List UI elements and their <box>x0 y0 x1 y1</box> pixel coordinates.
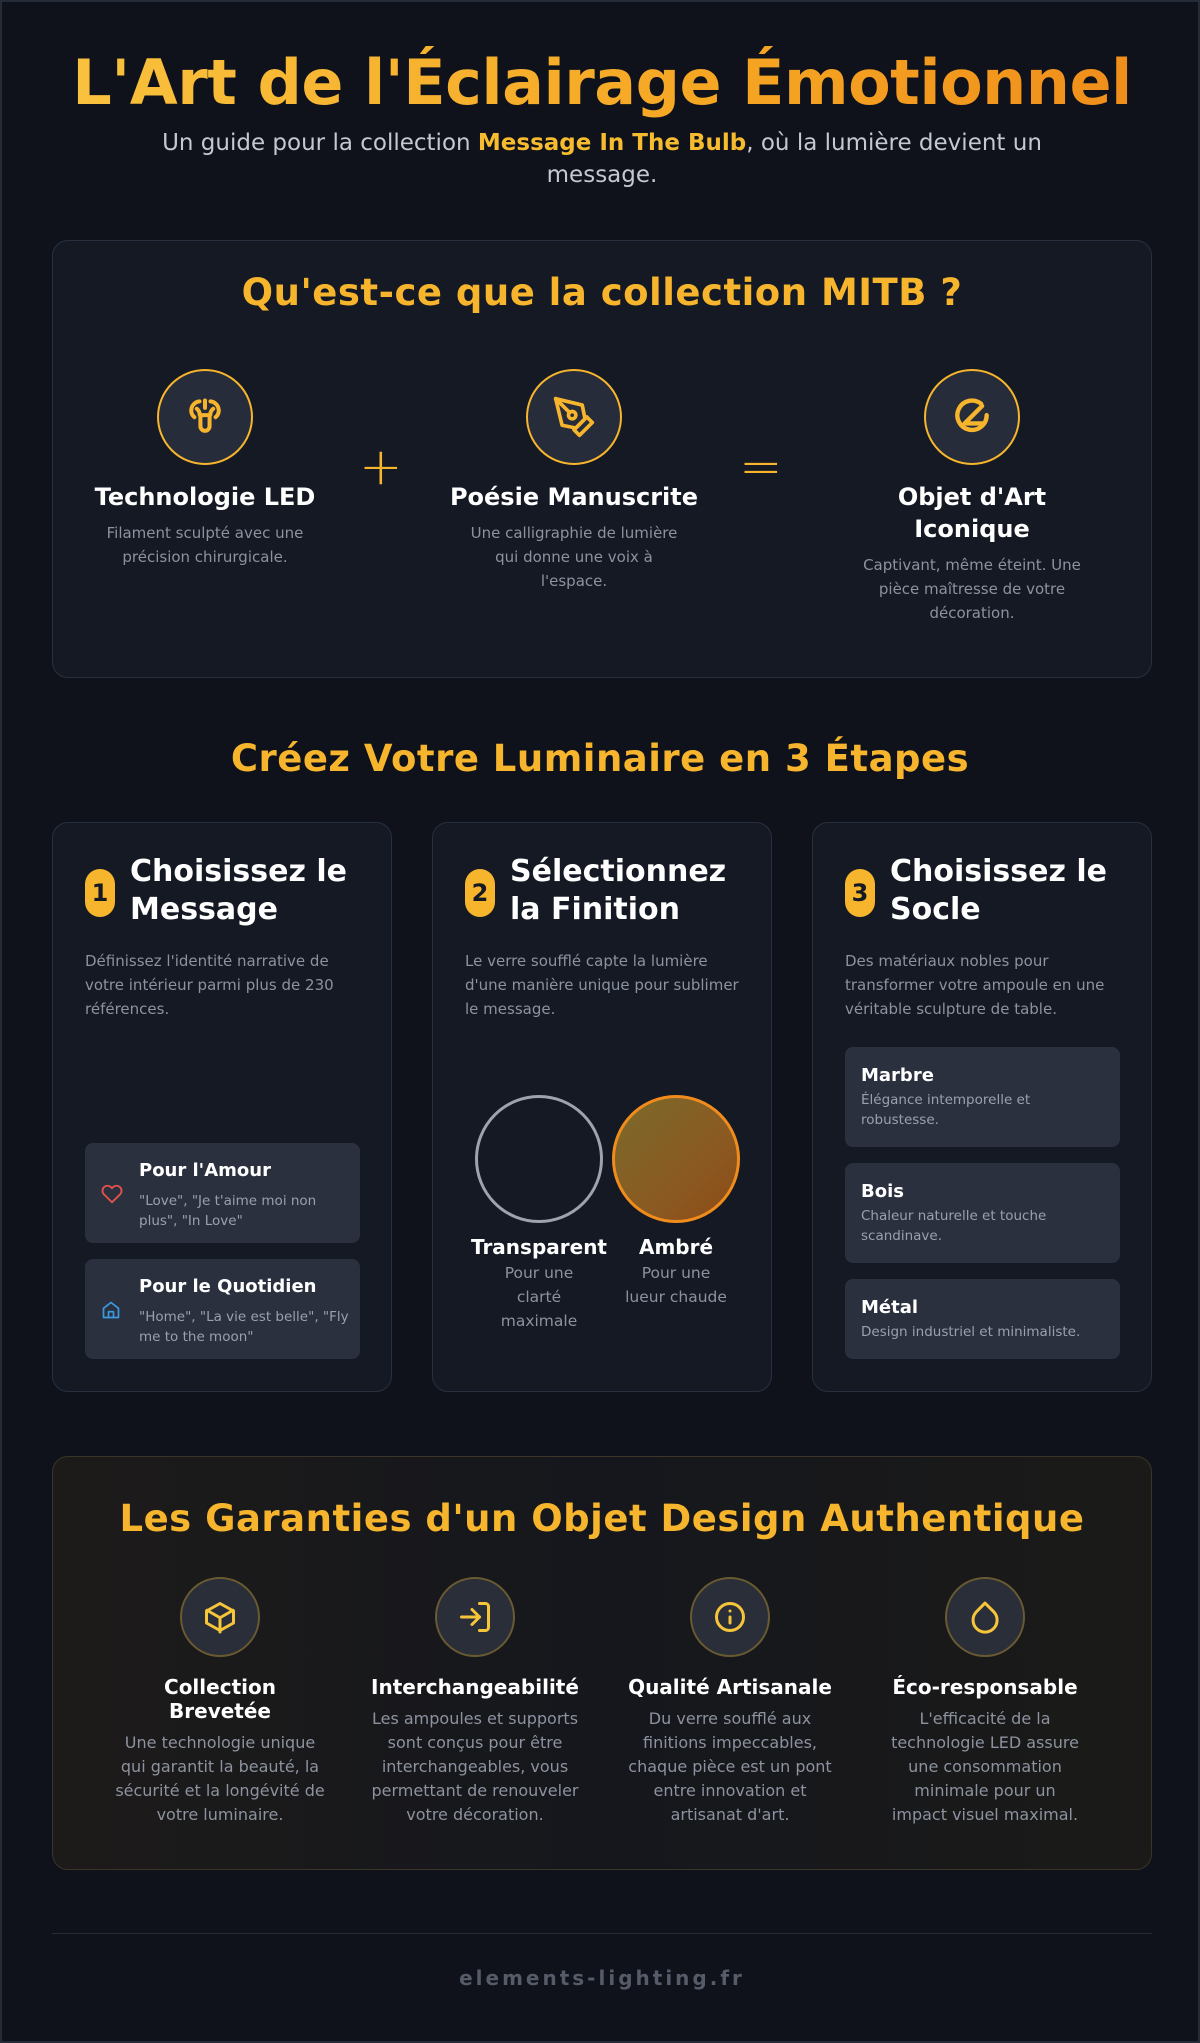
step-number: 3 <box>845 869 875 917</box>
pen-nib-icon <box>526 369 622 465</box>
guarantee-title: Collection Brevetée <box>164 1675 276 1723</box>
option-desc: "Home", "La vie est belle", "Fly me to the moon" <box>139 1309 349 1345</box>
step-title: Choisissez le Message <box>130 854 348 927</box>
page-title: L'Art de l'Éclairage Émotionnel <box>2 44 1200 122</box>
check-circle-icon <box>924 369 1020 465</box>
option-title: Pour l'Amour <box>139 1160 271 1181</box>
cube-icon <box>180 1577 260 1657</box>
feature-title: Objet d'Art Iconique <box>897 483 1047 543</box>
guarantee-quality <box>620 1577 840 1827</box>
collection-title: Qu'est-ce que la collection MITB ? <box>241 271 963 314</box>
collection-section <box>52 240 1152 678</box>
feature-desc: Filament sculpté avec une précision chirurgicale. <box>106 524 304 566</box>
brand-name: Message In The Bulb <box>477 130 747 156</box>
finish-title: Ambré <box>638 1235 714 1259</box>
step-base <box>812 822 1152 1392</box>
guarantee-desc: Les ampoules et supports sont conçus pour être interchangeables, vous permettant de renouveler votre décoration. <box>371 1709 579 1824</box>
step-finish <box>432 822 772 1392</box>
step-desc: Des matériaux nobles pour transformer votre ampoule en une véritable sculpture de table. <box>845 952 1105 1018</box>
base-metal[interactable] <box>845 1279 1120 1359</box>
guarantee-eco <box>875 1577 1095 1827</box>
feature-title: Poésie Manuscrite <box>449 483 699 511</box>
step-number: 2 <box>465 869 495 917</box>
option-everyday[interactable] <box>85 1259 360 1359</box>
plus-operator: + <box>359 437 403 497</box>
finish-title: Transparent <box>471 1235 607 1259</box>
guarantee-interchange <box>365 1577 585 1827</box>
heart-icon <box>101 1183 123 1209</box>
feature-title: Technologie LED <box>94 483 316 511</box>
sign-in-icon <box>435 1577 515 1657</box>
feature-poetry <box>449 369 699 593</box>
step-desc: Le verre soufflé capte la lumière d'une manière unique pour sublimer le message. <box>465 952 739 1018</box>
feature-art-object <box>841 369 1103 625</box>
step-title: Sélectionnez la Finition <box>510 854 727 927</box>
feature-desc: Captivant, même éteint. Une pièce maîtresse de votre décoration. <box>863 556 1081 622</box>
steps-title: Créez Votre Luminaire en 3 Étapes <box>230 737 970 780</box>
finish-amber <box>601 1235 751 1309</box>
base-title: Métal <box>861 1297 919 1318</box>
step-title: Choisissez le Socle <box>890 854 1108 927</box>
equals-operator: = <box>739 437 783 497</box>
base-title: Marbre <box>861 1065 934 1086</box>
option-desc: "Love", "Je t'aime moi non plus", "In Love" <box>139 1193 317 1229</box>
footer-site-link[interactable]: elements-lighting.fr <box>459 1966 745 1990</box>
feature-desc: Une calligraphie de lumière qui donne une voix à l'espace. <box>470 524 678 590</box>
guarantee-title: Qualité Artisanale <box>628 1675 832 1699</box>
guarantee-desc: Une technologie unique qui garantit la beauté, la sécurité et la longévité de votre luminaire. <box>115 1733 325 1824</box>
page-subtitle <box>152 127 1052 191</box>
finish-amber-swatch[interactable] <box>612 1095 740 1223</box>
option-title: Pour le Quotidien <box>139 1276 317 1297</box>
guarantees-title: Les Garanties d'un Objet Design Authentique <box>119 1497 1085 1540</box>
home-icon <box>101 1300 121 1324</box>
guarantee-patent <box>110 1577 330 1827</box>
info-icon <box>690 1577 770 1657</box>
base-title: Bois <box>861 1181 904 1202</box>
guarantees-section <box>52 1456 1152 1870</box>
step-desc: Définissez l'identité narrative de votre intérieur parmi plus de 230 références. <box>85 952 334 1018</box>
base-marble[interactable] <box>845 1047 1120 1147</box>
finish-desc: Pour une clarté maximale <box>500 1264 578 1330</box>
drop-icon <box>945 1577 1025 1657</box>
feature-led <box>85 369 325 569</box>
option-love[interactable] <box>85 1143 360 1243</box>
guarantee-title: Éco-responsable <box>892 1675 1078 1699</box>
subtitle-text-end: , où la lumière devient un message. <box>546 130 1042 188</box>
step-message <box>52 822 392 1392</box>
footer-divider <box>52 1933 1152 1934</box>
step-number: 1 <box>85 869 115 917</box>
guarantee-desc: Du verre soufflé aux finitions impeccables, chaque pièce est un pont entre innovation et artisanat d'art. <box>628 1709 832 1824</box>
finish-transparent <box>464 1235 614 1333</box>
brain-bulb-icon <box>157 369 253 465</box>
guarantee-title: Interchangeabilité <box>371 1675 579 1699</box>
subtitle-text: Un guide pour la collection <box>162 130 478 156</box>
finish-desc: Pour une lueur chaude <box>625 1264 727 1306</box>
base-desc: Chaleur naturelle et touche scandinave. <box>861 1208 1047 1244</box>
base-desc: Élégance intemporelle et robustesse. <box>861 1092 1031 1128</box>
base-wood[interactable] <box>845 1163 1120 1263</box>
finish-transparent-swatch[interactable] <box>475 1095 603 1223</box>
base-desc: Design industriel et minimaliste. <box>861 1324 1081 1340</box>
guarantee-desc: L'efficacité de la technologie LED assure une consommation minimale pour un impact visuel maximal. <box>891 1709 1079 1824</box>
